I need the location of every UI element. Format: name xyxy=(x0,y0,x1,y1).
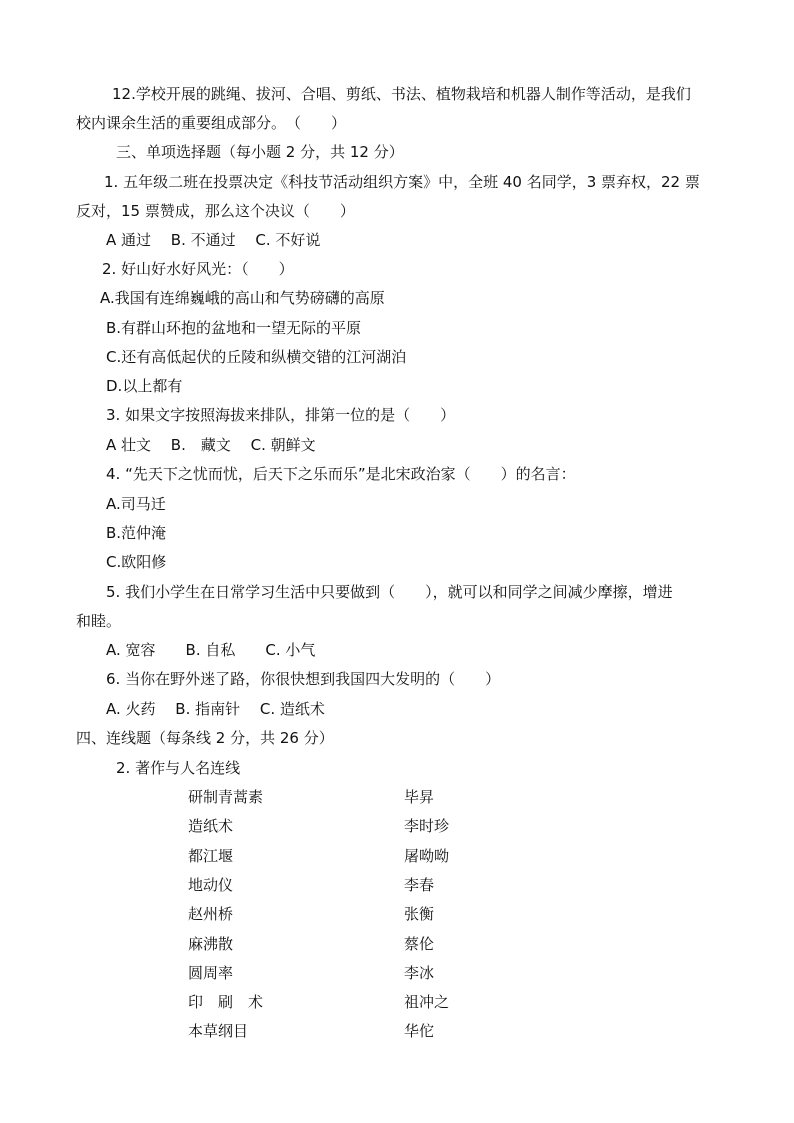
q5-options: A. 宽容 B. 自私 C. 小气 xyxy=(106,641,316,659)
q2-option-d: D.以上都有 xyxy=(106,377,183,395)
judgement-q12-line1: 12.学校开展的跳绳、拔河、合唱、剪纸、书法、植物栽培和机器人制作等活动，是我们 xyxy=(112,85,691,103)
match-left-item: 造纸术 xyxy=(188,817,234,835)
match-right-item: 屠呦呦 xyxy=(404,847,450,865)
match-right-item: 华佗 xyxy=(404,1022,435,1040)
match-left-item: 都江堰 xyxy=(188,847,234,865)
q3-options: A 壮文 B. 藏文 C. 朝鲜文 xyxy=(106,436,316,454)
q6-stem: 6. 当你在野外迷了路，你很快想到我国四大发明的（ ） xyxy=(106,670,501,688)
q4-option-c: C.欧阳修 xyxy=(106,553,167,571)
q2-option-a: A.我国有连绵巍峨的高山和气势磅礴的高原 xyxy=(100,289,385,307)
match-left-item: 圆周率 xyxy=(188,964,234,982)
q5-stem-line1: 5. 我们小学生在日常学习生活中只要做到（ ），就可以和同学之间减少摩擦，增进 xyxy=(106,583,673,601)
match-right-item: 祖冲之 xyxy=(404,993,450,1011)
match-right-item: 李时珍 xyxy=(404,817,450,835)
q1-stem-line1: 1. 五年级二班在投票决定《科技节活动组织方案》中，全班 40 名同学，3 票弃权，22 票 xyxy=(104,173,700,191)
q2-option-b: B.有群山环抱的盆地和一望无际的平原 xyxy=(106,319,362,337)
q1-options: A 通过 B. 不通过 C. 不好说 xyxy=(106,231,321,249)
q2-option-c: C.还有高低起伏的丘陵和纵横交错的江河湖泊 xyxy=(106,348,407,366)
match-left-item: 地动仪 xyxy=(188,876,234,894)
q4-option-b: B.范仲淹 xyxy=(106,524,167,542)
match-right-item: 张衡 xyxy=(404,905,435,923)
match-left-item: 研制青蒿素 xyxy=(188,788,264,806)
q6-options: A. 火药 B. 指南针 C. 造纸术 xyxy=(106,700,325,718)
match-right-item: 毕昇 xyxy=(404,788,435,806)
q5-stem-line2: 和睦。 xyxy=(76,612,122,630)
match-left-item: 印 刷 术 xyxy=(188,993,264,1011)
q4-stem: 4. “先天下之忧而忧，后天下之乐而乐”是北宋政治家（ ）的名言： xyxy=(106,465,576,483)
section3-heading: 三、单项选择题（每小题 2 分，共 12 分） xyxy=(116,143,404,161)
q1-stem-line2: 反对，15 票赞成，那么这个决议（ ） xyxy=(76,202,355,220)
match-right-item: 李春 xyxy=(404,876,435,894)
q2-stem: 2. 好山好水好风光：（ ） xyxy=(102,260,294,278)
q3-stem: 3. 如果文字按照海拔来排队，排第一位的是（ ） xyxy=(106,406,456,424)
q4-option-a: A.司马迁 xyxy=(106,495,166,513)
section4-heading: 四、连线题（每条线 2 分，共 26 分） xyxy=(76,729,334,747)
match-left-item: 赵州桥 xyxy=(188,905,234,923)
match-right-item: 李冰 xyxy=(404,964,435,982)
match-left-item: 本草纲目 xyxy=(188,1022,249,1040)
judgement-q12-line2: 校内课余生活的重要组成部分。 （ ） xyxy=(76,114,347,132)
match-left-item: 麻沸散 xyxy=(188,935,234,953)
section4-subheading: 2. 著作与人名连线 xyxy=(116,759,241,777)
match-right-item: 蔡伦 xyxy=(404,935,435,953)
